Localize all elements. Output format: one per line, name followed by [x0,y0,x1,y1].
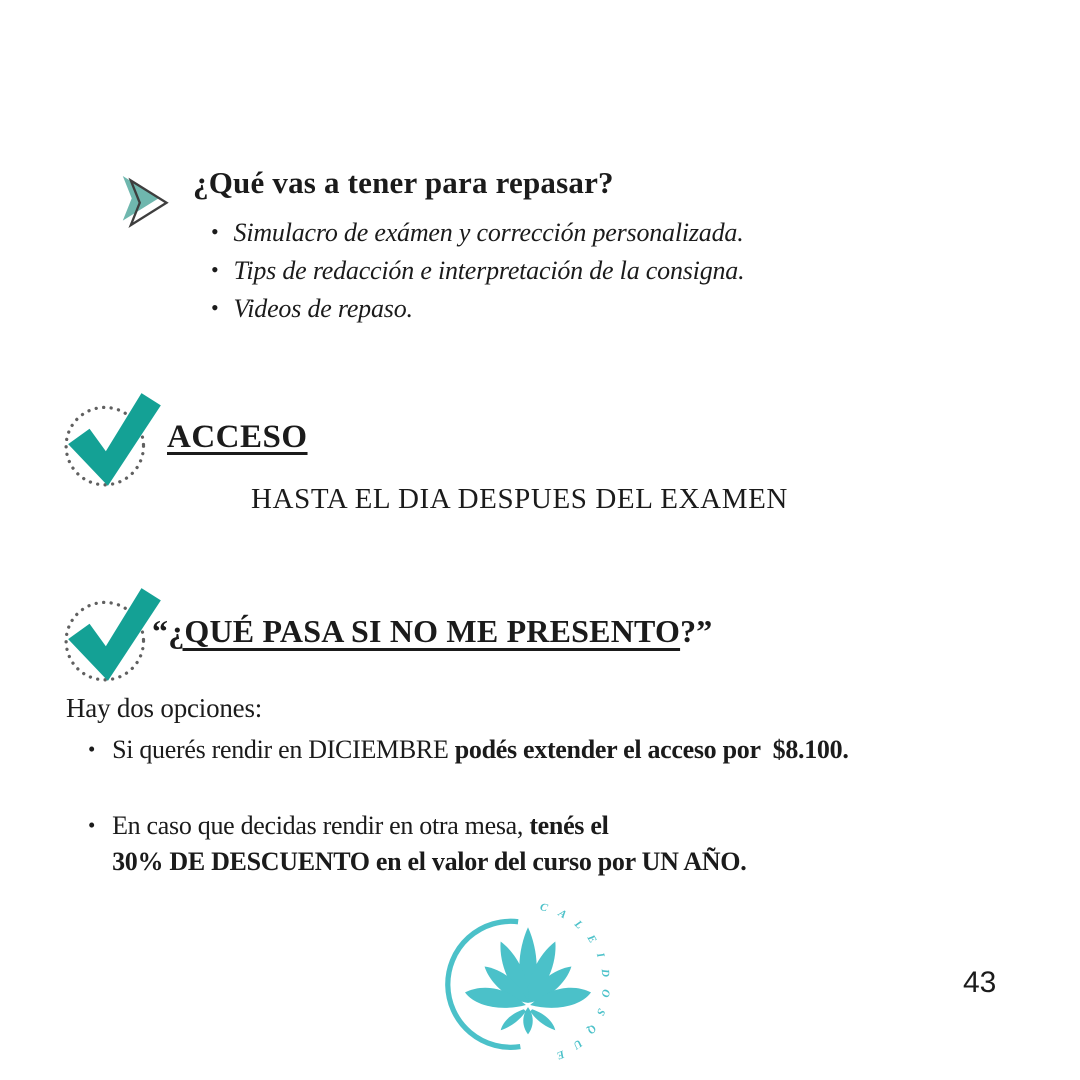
presento-title-underlined: ¿QUÉ PASA SI NO ME PRESENTO [168,613,681,649]
acceso-subtitle: HASTA EL DIA DESPUES DEL EXAMEN [251,483,788,515]
repasar-list [211,214,744,328]
option-item-december [88,735,1053,765]
quote-open: “ [152,613,169,649]
presento-title [152,613,712,650]
lotus-logo [444,900,612,1068]
check-icon [60,389,170,491]
option2-text: • En caso que decidas rendir en otra mesa, tenés el 30% DE DESCUENTO en el valor del curso por UN AÑO. [112,811,747,876]
option1-text: • Si querés rendir en DICIEMBRE podés extender el acceso por $8.100. [112,735,849,764]
brand-arc-label: CALEIDOSQUE [538,901,612,1066]
page-number: 43 [963,966,997,999]
options-intro: Hay dos opciones: [66,693,263,723]
list-item: • Tips de redacción e interpretación de la consigna. [211,252,744,290]
presento-title-suffix: ?” [680,613,713,649]
option-item-other-mesa [88,808,1053,880]
acceso-title: ACCESO [167,419,308,455]
list-item: • Simulacro de exámen y corrección personalizada. [211,214,744,252]
repasar-title: ¿Qué vas a tener para repasar? [193,165,614,200]
arrow-right-icon [121,173,171,229]
lotus-flower-icon [465,927,591,1034]
list-item: • Videos de repaso. [211,290,744,328]
